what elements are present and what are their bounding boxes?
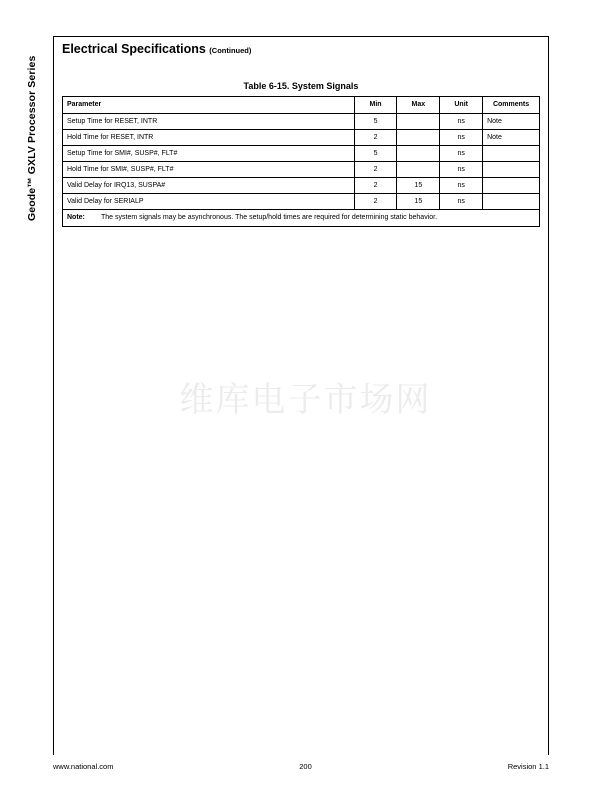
watermark: 维库电子市场网 (179, 380, 432, 420)
system-signals-table (62, 96, 540, 227)
cell-parameter: Hold Time for SMI#, SUSP#, FLT# (63, 162, 355, 178)
cell-max (397, 146, 440, 162)
section-heading (62, 42, 251, 56)
cell-max: 15 (397, 178, 440, 194)
table-note-row (63, 210, 540, 227)
header-max: Max (397, 97, 440, 114)
header-unit: Unit (440, 97, 483, 114)
table-title: Table 6-15. System Signals (243, 81, 359, 91)
cell-comments: Note (483, 130, 540, 146)
cell-comments (483, 194, 540, 210)
cell-max (397, 162, 440, 178)
header-min: Min (354, 97, 397, 114)
table-row (63, 162, 540, 178)
section-title: Electrical Specifications (62, 42, 206, 56)
cell-comments: Note (483, 114, 540, 130)
cell-unit: ns (440, 178, 483, 194)
note-label: Note: (67, 214, 85, 221)
table-row (63, 130, 540, 146)
table-row (63, 178, 540, 194)
cell-comments (483, 146, 540, 162)
cell-parameter: Valid Delay for IRQ13, SUSPA# (63, 178, 355, 194)
note-text: The system signals may be asynchronous. The setup/hold times are required for determining static behavior. (101, 214, 438, 221)
cell-parameter: Valid Delay for SERIALP (63, 194, 355, 210)
table-note (63, 210, 540, 227)
cell-min: 5 (354, 146, 397, 162)
header-comments: Comments (483, 97, 540, 114)
cell-comments (483, 162, 540, 178)
table-row (63, 194, 540, 210)
cell-min: 5 (354, 114, 397, 130)
side-title: Geode™ GXLV Processor Series (26, 55, 38, 221)
cell-comments (483, 178, 540, 194)
table-header-row (63, 97, 540, 114)
cell-min: 2 (354, 130, 397, 146)
cell-max (397, 114, 440, 130)
footer-revision: Revision 1.1 (507, 762, 549, 771)
cell-parameter: Hold Time for RESET, INTR (63, 130, 355, 146)
cell-min: 2 (354, 162, 397, 178)
cell-unit: ns (440, 146, 483, 162)
footer-page-number: 200 (299, 762, 312, 771)
cell-parameter: Setup Time for SMI#, SUSP#, FLT# (63, 146, 355, 162)
cell-min: 2 (354, 178, 397, 194)
table-row (63, 146, 540, 162)
cell-parameter: Setup Time for RESET, INTR (63, 114, 355, 130)
header-parameter: Parameter (63, 97, 355, 114)
table-row (63, 114, 540, 130)
cell-unit: ns (440, 130, 483, 146)
cell-max: 15 (397, 194, 440, 210)
cell-unit: ns (440, 194, 483, 210)
cell-min: 2 (354, 194, 397, 210)
cell-max (397, 130, 440, 146)
cell-unit: ns (440, 162, 483, 178)
continued-label: (Continued) (209, 46, 252, 55)
cell-unit: ns (440, 114, 483, 130)
footer-website: www.national.com (53, 762, 114, 771)
